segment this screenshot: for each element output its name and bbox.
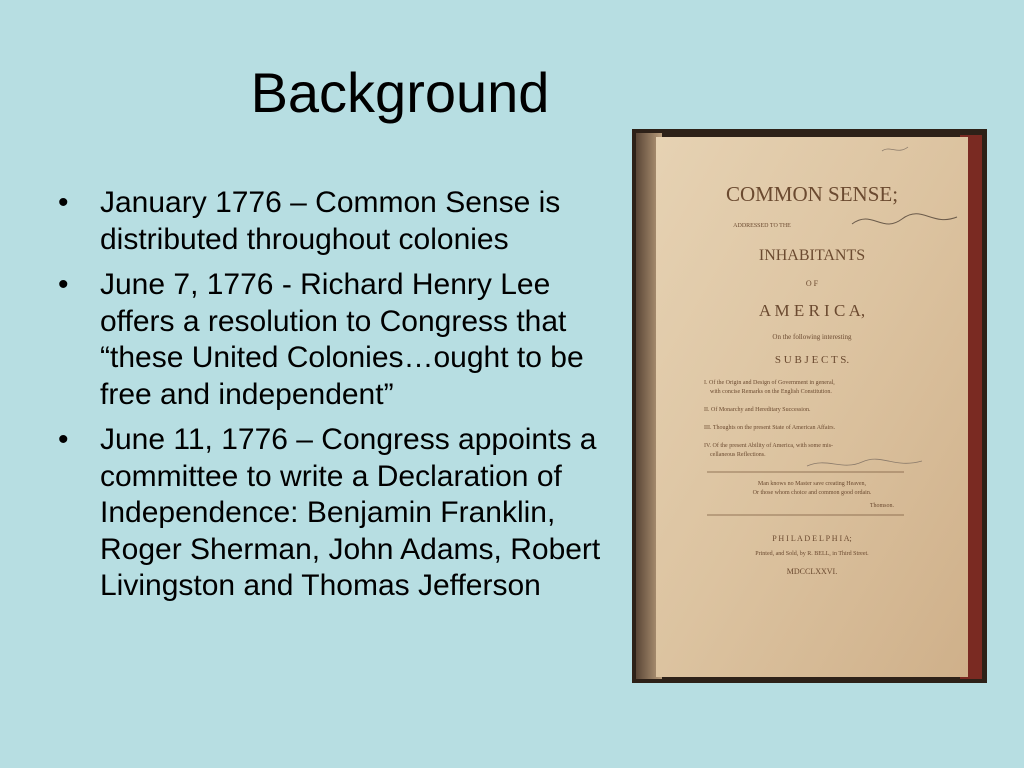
bullet-icon: •	[58, 423, 69, 456]
tp-year: MDCCLXXVI.	[786, 567, 838, 576]
tp-quote: Or those whom choice and common good ordain.	[752, 490, 872, 496]
bullet-icon: •	[58, 268, 69, 301]
tp-quote: Man knows no Master save creating Heaven,	[757, 481, 867, 487]
bullet-item	[58, 267, 618, 413]
bullet-text: June 11, 1776 – Congress appoints a committee to write a Declaration of Independence: Benjamin Franklin, Roger Sherman, John Adams, Robert Livingston and Thomas Jefferson	[100, 423, 601, 602]
tp-city: P H I L A D E L P H I A;	[772, 534, 852, 543]
tp-subjects: S U B J E C T S.	[774, 354, 850, 366]
tp-addressed: ADDRESSED TO THE	[733, 223, 791, 229]
bullet-icon: •	[58, 186, 69, 219]
bullet-item	[58, 422, 618, 605]
tp-subject-line: with concise Remarks on the English Constitution.	[710, 389, 832, 395]
tp-subject-line: II. Of Monarchy and Hereditary Succession.	[704, 407, 811, 413]
tp-subject-line: III. Thoughts on the present State of American Affairs.	[704, 425, 836, 431]
tp-inhabitants: INHABITANTS	[758, 247, 866, 264]
tp-subject-line: IV. Of the present Ability of America, with some mis-	[704, 443, 834, 449]
common-sense-title-page-image	[632, 129, 987, 683]
tp-america: A M E R I C A,	[758, 301, 866, 320]
bullet-item	[58, 185, 618, 258]
book-photo	[632, 129, 987, 683]
title-page	[656, 137, 968, 677]
slide-title: Background	[250, 61, 550, 124]
bullet-text: June 7, 1776 - Richard Henry Lee offers a resolution to Congress that “these United Colonies…ought to be free and independent”	[100, 268, 584, 411]
tp-of: O F	[805, 279, 819, 288]
tp-subject-line: I. Of the Origin and Design of Government in general,	[704, 380, 835, 386]
bullet-list	[58, 185, 618, 614]
tp-subject-line: cellaneous Reflections.	[710, 452, 766, 458]
bullet-text: January 1776 – Common Sense is distributed throughout colonies	[100, 186, 561, 256]
tp-printer: Printed, and Sold, by R. BELL, in Third Street.	[755, 551, 869, 557]
tp-quote-author: Thomson.	[869, 503, 894, 509]
tp-following: On the following interesting	[772, 333, 852, 341]
tp-title: COMMON SENSE;	[725, 182, 899, 206]
